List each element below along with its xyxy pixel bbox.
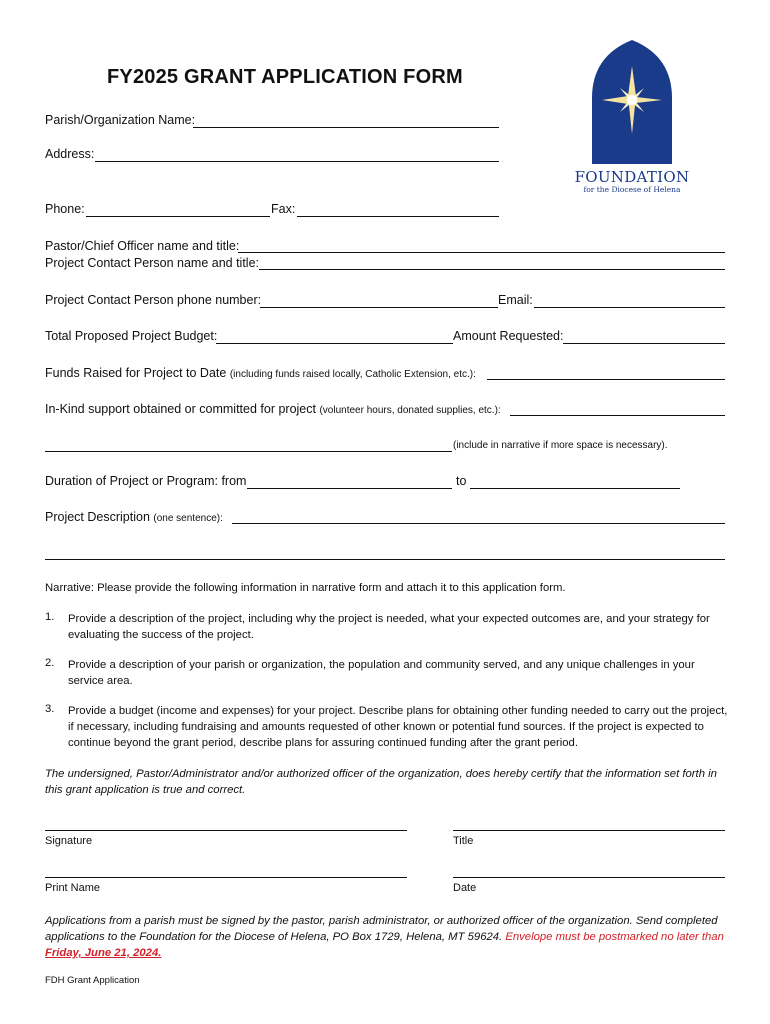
narrative-num-1: 1. bbox=[45, 611, 55, 623]
email-field[interactable] bbox=[534, 307, 725, 308]
amount-label: Amount Requested: bbox=[453, 329, 564, 343]
budget-field[interactable] bbox=[216, 343, 453, 344]
signature-label: Signature bbox=[45, 835, 93, 847]
funds-raised-text: Funds Raised for Project to Date bbox=[45, 366, 227, 380]
page-title: FY2025 GRANT APPLICATION FORM bbox=[107, 66, 463, 88]
title-field[interactable] bbox=[453, 830, 725, 831]
funds-raised-field[interactable] bbox=[487, 379, 725, 380]
address-label: Address: bbox=[45, 147, 95, 161]
narrative-item-3: Provide a budget (income and expenses) for your project. Describe plans for obtaining other funding needed to carry out the project, if necessary, including fundraising and amounts requested of other known or potential fund sources. If the project is expected to continue beyond the grant period, describe plans for assuring continued funding after the grant period. bbox=[68, 705, 728, 749]
certification-statement: The undersigned, Pastor/Administrator and/or authorized officer of the organization, does hereby certify that the information set forth in this grant application is true and correct. bbox=[45, 768, 717, 796]
inkind-note: (volunteer hours, donated supplies, etc.): bbox=[319, 405, 501, 416]
budget-label: Total Proposed Project Budget: bbox=[45, 329, 218, 343]
inkind-field[interactable] bbox=[510, 415, 725, 416]
fax-label: Fax: bbox=[271, 202, 296, 216]
narrative-num-3: 3. bbox=[45, 703, 55, 715]
signature-field[interactable] bbox=[45, 830, 407, 831]
description-text: Project Description bbox=[45, 510, 150, 524]
parish-field[interactable] bbox=[193, 127, 499, 128]
contact-phone-label: Project Contact Person phone number: bbox=[45, 293, 262, 307]
narrative-intro: Narrative: Please provide the following information in narrative form and attach it to this application form. bbox=[45, 582, 566, 594]
contact-label: Project Contact Person name and title: bbox=[45, 256, 260, 270]
inkind-more-note: (include in narrative if more space is necessary). bbox=[453, 440, 668, 451]
arch-star-icon bbox=[572, 38, 692, 168]
contact-phone-field[interactable] bbox=[260, 307, 498, 308]
pastor-label: Pastor/Chief Officer name and title: bbox=[45, 239, 240, 253]
contact-field[interactable] bbox=[259, 269, 725, 270]
title-label: Title bbox=[453, 835, 474, 847]
pastor-field[interactable] bbox=[238, 252, 725, 253]
duration-to-label: to bbox=[456, 474, 467, 488]
logo-name: FOUNDATION bbox=[574, 168, 690, 186]
funds-raised-note: (including funds raised locally, Catholic Extension, etc.): bbox=[229, 369, 476, 380]
parish-label: Parish/Organization Name: bbox=[45, 113, 196, 127]
description-note: (one sentence): bbox=[153, 513, 223, 524]
phone-label: Phone: bbox=[45, 202, 85, 216]
inkind-field-2[interactable] bbox=[45, 451, 452, 452]
description-field[interactable] bbox=[232, 523, 725, 524]
date-field[interactable] bbox=[453, 877, 725, 878]
narrative-item-1: Provide a description of the project, including why the project is needed, what your expected outcomes are, and your strategy for evaluating the success of the project. bbox=[68, 613, 710, 641]
inkind-label bbox=[45, 402, 501, 416]
print-name-field[interactable] bbox=[45, 877, 407, 878]
foundation-logo bbox=[572, 38, 692, 198]
fax-field[interactable] bbox=[297, 216, 499, 217]
description-label bbox=[45, 510, 223, 524]
duration-to-field[interactable] bbox=[470, 488, 680, 489]
inkind-text: In-Kind support obtained or committed for project bbox=[45, 402, 316, 416]
postmark-notice: Envelope must be postmarked no later than bbox=[505, 931, 724, 943]
funds-raised-label bbox=[45, 366, 476, 380]
narrative-num-2: 2. bbox=[45, 657, 55, 669]
submission-instructions bbox=[45, 913, 735, 961]
date-label: Date bbox=[453, 882, 477, 894]
submission-text: Applications from a parish must be signed by the pastor, parish administrator, or authorized officer of the organization. Send completed applications to the Foundation for the Diocese of Helena, PO Box 1729, Helena, MT 59624. bbox=[45, 915, 718, 943]
address-field[interactable] bbox=[95, 161, 499, 162]
email-label: Email: bbox=[498, 293, 533, 307]
amount-field[interactable] bbox=[563, 343, 725, 344]
footer-label: FDH Grant Application bbox=[45, 975, 140, 986]
print-name-label: Print Name bbox=[45, 882, 101, 894]
description-field-2[interactable] bbox=[45, 559, 725, 560]
logo-subtitle: for the Diocese of Helena bbox=[583, 185, 681, 194]
duration-from-field[interactable] bbox=[247, 488, 452, 489]
phone-field[interactable] bbox=[86, 216, 270, 217]
deadline-date: Friday, June 21, 2024. bbox=[45, 947, 162, 959]
narrative-item-2: Provide a description of your parish or organization, the population and community served, and any unique challenges in your service area. bbox=[68, 659, 695, 687]
duration-label: Duration of Project or Program: from bbox=[45, 474, 247, 488]
